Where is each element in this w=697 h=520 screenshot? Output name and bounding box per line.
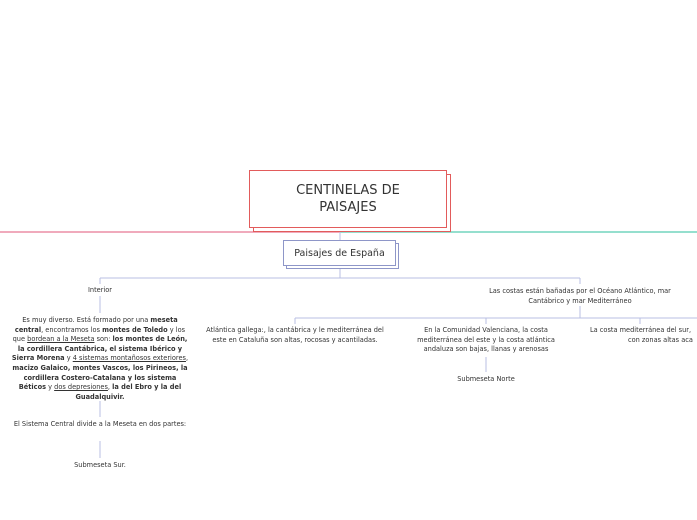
south-mediterranean-line [588, 326, 697, 336]
south-mediterranean-line-2: con zonas altas aca [628, 335, 693, 344]
interior-description-run: , [107, 383, 113, 392]
interior-description-run: macizo Galaico, montes Vascos, los Pirineos, la cordillera Costero-Catalana y los sistema Béticos [12, 363, 188, 392]
interior-description-run: , [185, 354, 189, 363]
interior-description-run: montes de Toledo [102, 325, 168, 334]
interior-description[interactable] [10, 316, 190, 402]
interior-description-run: Es muy diverso. Está formado por una [22, 316, 151, 324]
interior-description-run: 4 sistemas montañosos exteriores [72, 354, 186, 363]
atlantic-coast-topic[interactable]: Atlántica gallega:, la cantábrica y le mediterránea del este en Cataluña son altas, rocosas y acantiladas. [206, 326, 384, 344]
south-mediterranean-text: La costa mediterránea del sur, [590, 326, 692, 334]
interior-topic[interactable]: Interior [87, 286, 113, 294]
submeseta-norte-topic[interactable]: Submeseta Norte [457, 375, 515, 383]
submeseta-sur-topic[interactable]: Submeseta Sur. [74, 461, 126, 469]
interior-description-run: los montes de León, la cordillera Cantábrica, el sistema Ibérico y Sierra Morena [11, 335, 188, 363]
root-topic[interactable] [249, 170, 447, 228]
interior-description-run: , encontramos los [41, 325, 103, 334]
interior-description-run: bordean a la Meseta [27, 335, 95, 344]
interior-description-run: y los que [12, 325, 186, 344]
interior-description-run: son: [94, 335, 113, 344]
main-topic-title: Paisajes de España [294, 247, 385, 259]
central-system-topic[interactable]: El Sistema Central divide a la Meseta en dos partes: [13, 420, 187, 428]
valencia-coast-topic[interactable]: En la Comunidad Valenciana, la costa mediterránea del este y la costa atlántica andaluza son bajas, llanas y arenosas [417, 326, 555, 354]
interior-description-run: dos depresiones [54, 383, 108, 392]
main-topic[interactable] [283, 240, 396, 266]
root-topic-title: CENTINELAS DE PAISAJES [296, 183, 400, 215]
interior-description-run: y [46, 383, 55, 392]
interior-description-run: la del Ebro y la del Guadalquivir. [75, 383, 182, 401]
interior-description-run: y [64, 354, 73, 363]
interior-description-run: meseta central [14, 316, 178, 334]
south-mediterranean-topic[interactable] [588, 326, 697, 345]
coasts-topic[interactable]: Las costas están bañadas por el Océano Atlántico, mar Cantábrico y mar Mediterráneo [489, 287, 671, 305]
